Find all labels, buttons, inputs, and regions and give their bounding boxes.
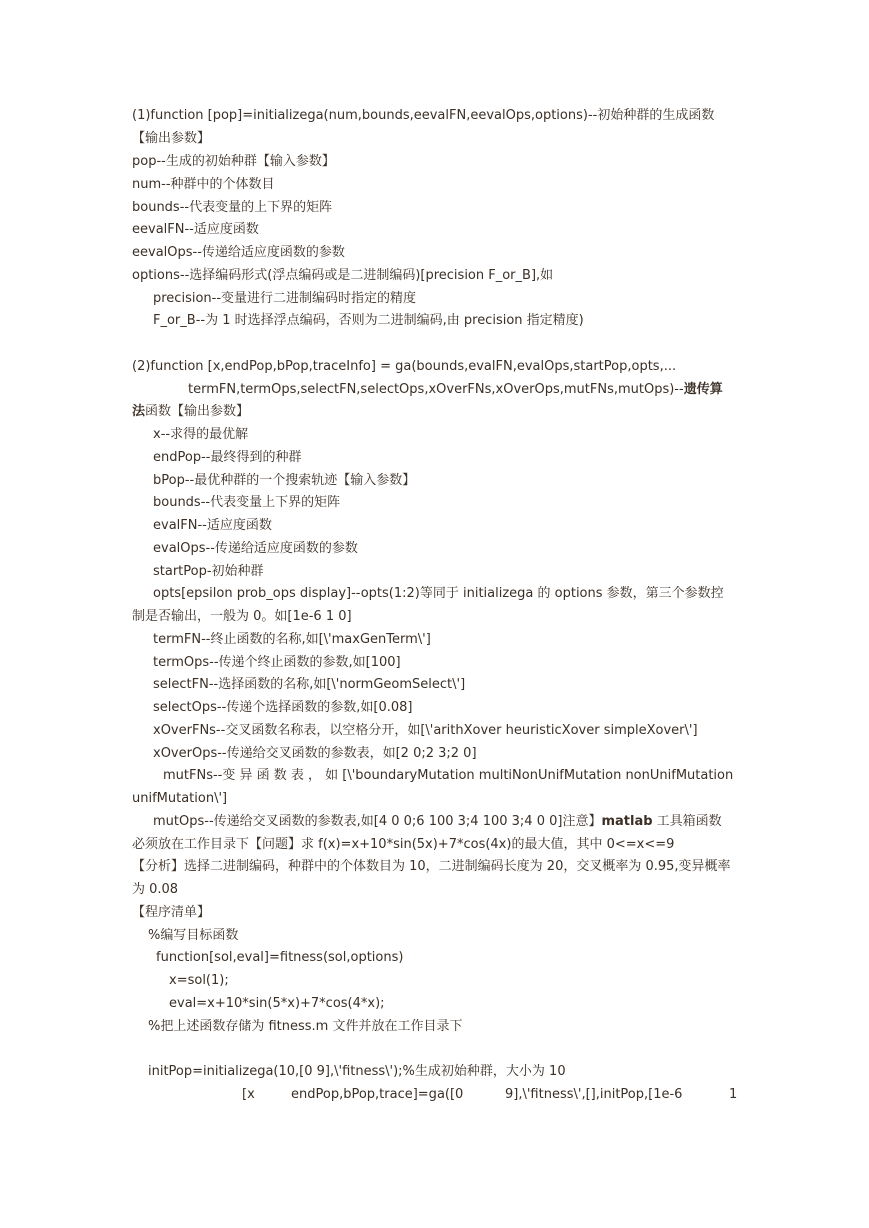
bold-keyword: 遗传算 xyxy=(683,382,723,397)
text-line: unifMutation\'] xyxy=(132,791,228,806)
text-line: evalFN--适应度函数 xyxy=(153,518,272,533)
text-line: selectFN--选择函数的名称,如[\'normGeomSelect\'] xyxy=(153,677,466,692)
text-line: initPop=initializega(10,[0 9],\'fitness\');%生成初始种群，大小为 10 xyxy=(148,1064,566,1079)
text-line: 为 0.08 xyxy=(132,882,179,897)
text-line: F_or_B--为 1 时选择浮点编码，否则为二进制编码,由 precision 指定精度) xyxy=(153,313,584,328)
text-line: 【分析】选择二进制编码，种群中的个体数目为 10，二进制编码长度为 20，交叉概率为 0.95,变异概率 xyxy=(132,859,731,874)
text-line: pop--生成的初始种群【输入参数】 xyxy=(132,154,335,169)
text-line xyxy=(153,813,738,831)
text-line: endPop--最终得到的种群 xyxy=(153,450,302,465)
text-line: num--种群中的个体数目 xyxy=(132,177,275,192)
text-line: 【程序清单】 xyxy=(132,905,211,920)
text-line: (1)function [pop]=initializega(num,bounds,eevalFN,eevalOps,options)--初始种群的生成函数 xyxy=(132,108,715,123)
text-line: eevalOps--传递给适应度函数的参数 xyxy=(132,245,345,260)
text-line: %编写目标函数 xyxy=(148,928,239,943)
text-line xyxy=(132,403,738,421)
text-line: startPop-初始种群 xyxy=(153,564,264,579)
text-line: eval=x+10*sin(5*x)+7*cos(4*x); xyxy=(169,996,385,1011)
code-fragment: [x xyxy=(242,1087,255,1102)
text-line: xOverFNs--交叉函数名称表，以空格分开，如[\'arithXover heuristicXover simpleXover\'] xyxy=(153,723,698,738)
text-line: eevalFN--适应度函数 xyxy=(132,222,259,237)
text-line: bPop--最优种群的一个搜索轨迹【输入参数】 xyxy=(153,473,416,488)
text-line: termOps--传递个终止函数的参数,如[100] xyxy=(153,655,401,670)
text-line: evalOps--传递给适应度函数的参数 xyxy=(153,541,358,556)
text-span: mutOps--传递给交叉函数的参数表,如[4 0 0;6 100 3;4 100 3;4 0 0]注意】 xyxy=(153,814,602,829)
text-line: 必须放在工作目录下【问题】求 f(x)=x+10*sin(5x)+7*cos(4x)的最大值，其中 0<=x<=9 xyxy=(132,837,675,852)
text-line: opts[epsilon prob_ops display]--opts(1:2)等同于 initializega 的 options 参数，第三个参数控 xyxy=(153,586,724,601)
text-line: bounds--代表变量的上下界的矩阵 xyxy=(132,200,333,215)
text-span: 函数【输出参数】 xyxy=(145,404,250,419)
code-fragment: 9],\'fitness\',[],initPop,[1e-6 xyxy=(505,1087,683,1102)
text-line: termFN--终止函数的名称,如[\'maxGenTerm\'] xyxy=(153,632,431,647)
text-line: xOverOps--传递给交叉函数的参数表，如[2 0;2 3;2 0] xyxy=(153,746,477,761)
text-line xyxy=(188,381,738,399)
text-line: (2)function [x,endPop,bPop,traceInfo] = ga(bounds,evalFN,evalOps,startPop,opts,... xyxy=(132,359,677,374)
text-line: 制是否输出，一般为 0。如[1e-6 1 0] xyxy=(132,609,352,624)
text-span: 工具箱函数 xyxy=(652,814,722,829)
text-line: x=sol(1); xyxy=(169,973,229,988)
text-line: selectOps--传递个选择函数的参数,如[0.08] xyxy=(153,700,413,715)
text-line: mutFNs--变 异 函 数 表 ， 如 [\'boundaryMutation multiNonUnifMutation nonUnifMutation xyxy=(163,768,734,783)
text-line: bounds--代表变量上下界的矩阵 xyxy=(153,495,341,510)
text-span: termFN,termOps,selectFN,selectOps,xOverFNs,xOverOps,mutFNs,mutOps)-- xyxy=(188,382,684,397)
code-fragment: endPop,bPop,trace]=ga([0 xyxy=(291,1087,464,1102)
text-line: %把上述函数存储为 fitness.m 文件并放在工作目录下 xyxy=(148,1019,463,1034)
text-line: precision--变量进行二进制编码时指定的精度 xyxy=(153,291,417,306)
bold-keyword: 法 xyxy=(132,404,146,419)
bold-keyword: matlab xyxy=(601,814,653,829)
code-fragment: 1 xyxy=(729,1087,738,1102)
text-line: 【输出参数】 xyxy=(132,131,211,146)
text-line: function[sol,eval]=fitness(sol,options) xyxy=(156,950,404,965)
text-line: options--选择编码形式(浮点编码或是二进制编码)[precision F_or_B],如 xyxy=(132,268,554,283)
text-line: x--求得的最优解 xyxy=(153,427,249,442)
